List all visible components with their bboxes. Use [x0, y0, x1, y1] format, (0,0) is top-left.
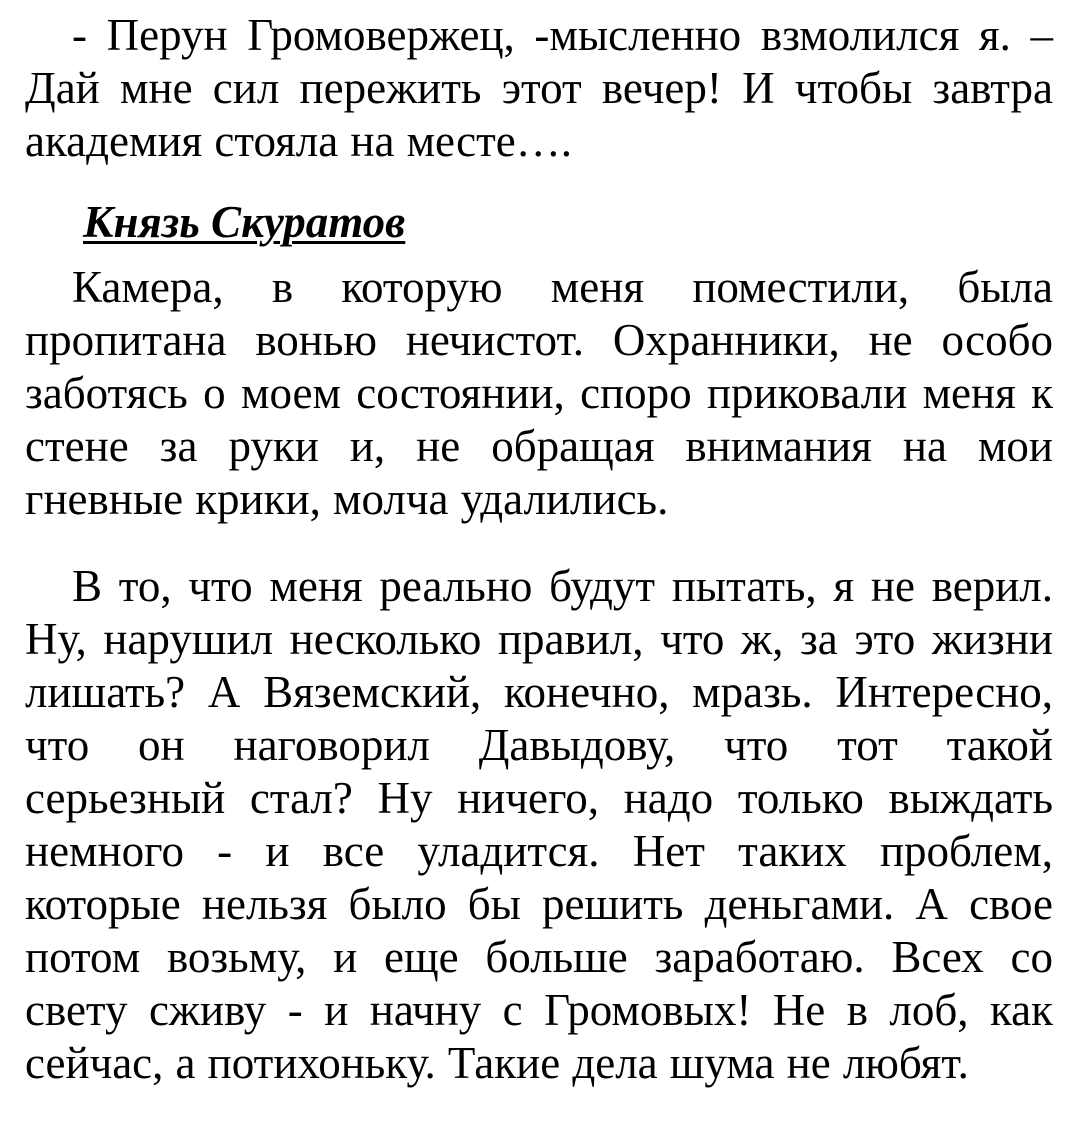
- text-line: академия стояла на месте….: [25, 116, 573, 166]
- section-heading-knyaz-skuratov: [83, 196, 1053, 249]
- text-line: гневные крики, молча удалились.: [25, 474, 669, 524]
- paragraph-skuratov-thoughts: [25, 560, 1053, 1090]
- text-line: В то, что меня реально будут пытать, я не верил.: [72, 561, 1053, 611]
- text-line: - Перун Громовержец, -мысленно взмолился я. –: [72, 10, 1053, 60]
- text-line: сейчас, а потихоньку. Такие дела шума не любят.: [25, 1038, 969, 1088]
- text-line: свету сживу - и начну с Громовых! Не в лоб, как: [25, 985, 1053, 1035]
- text-line: стене за руки и, не обращая внимания на мои: [25, 421, 1053, 471]
- text-line: серьезный стал? Ну ничего, надо только выждать: [25, 773, 1053, 823]
- text-line: лишать? А Вяземский, конечно, мразь. Интересно,: [25, 667, 1053, 717]
- text-line: заботясь о моем состоянии, споро приковали меня к: [25, 368, 1053, 418]
- paragraph-perun-prayer: [25, 9, 1053, 168]
- text-line: Камера, в которую меня поместили, была: [72, 262, 1053, 312]
- text-line: Дай мне сил пережить этот вечер! И чтобы завтра: [25, 63, 1053, 113]
- text-line: пропитана вонью нечистот. Охранники, не особо: [25, 315, 1053, 365]
- text-line: что он наговорил Давыдову, что тот такой: [25, 720, 1053, 770]
- text-line: потом возьму, и еще больше заработаю. Всех со: [25, 932, 1053, 982]
- heading-text: Князь Скуратов: [83, 197, 406, 247]
- text-line: немного - и все уладится. Нет таких проблем,: [25, 826, 1053, 876]
- text-line: которые нельзя было бы решить деньгами. А свое: [25, 879, 1053, 929]
- paragraph-cell-description: [25, 261, 1053, 526]
- text-line: Ну, нарушил несколько правил, что ж, за это жизни: [25, 614, 1053, 664]
